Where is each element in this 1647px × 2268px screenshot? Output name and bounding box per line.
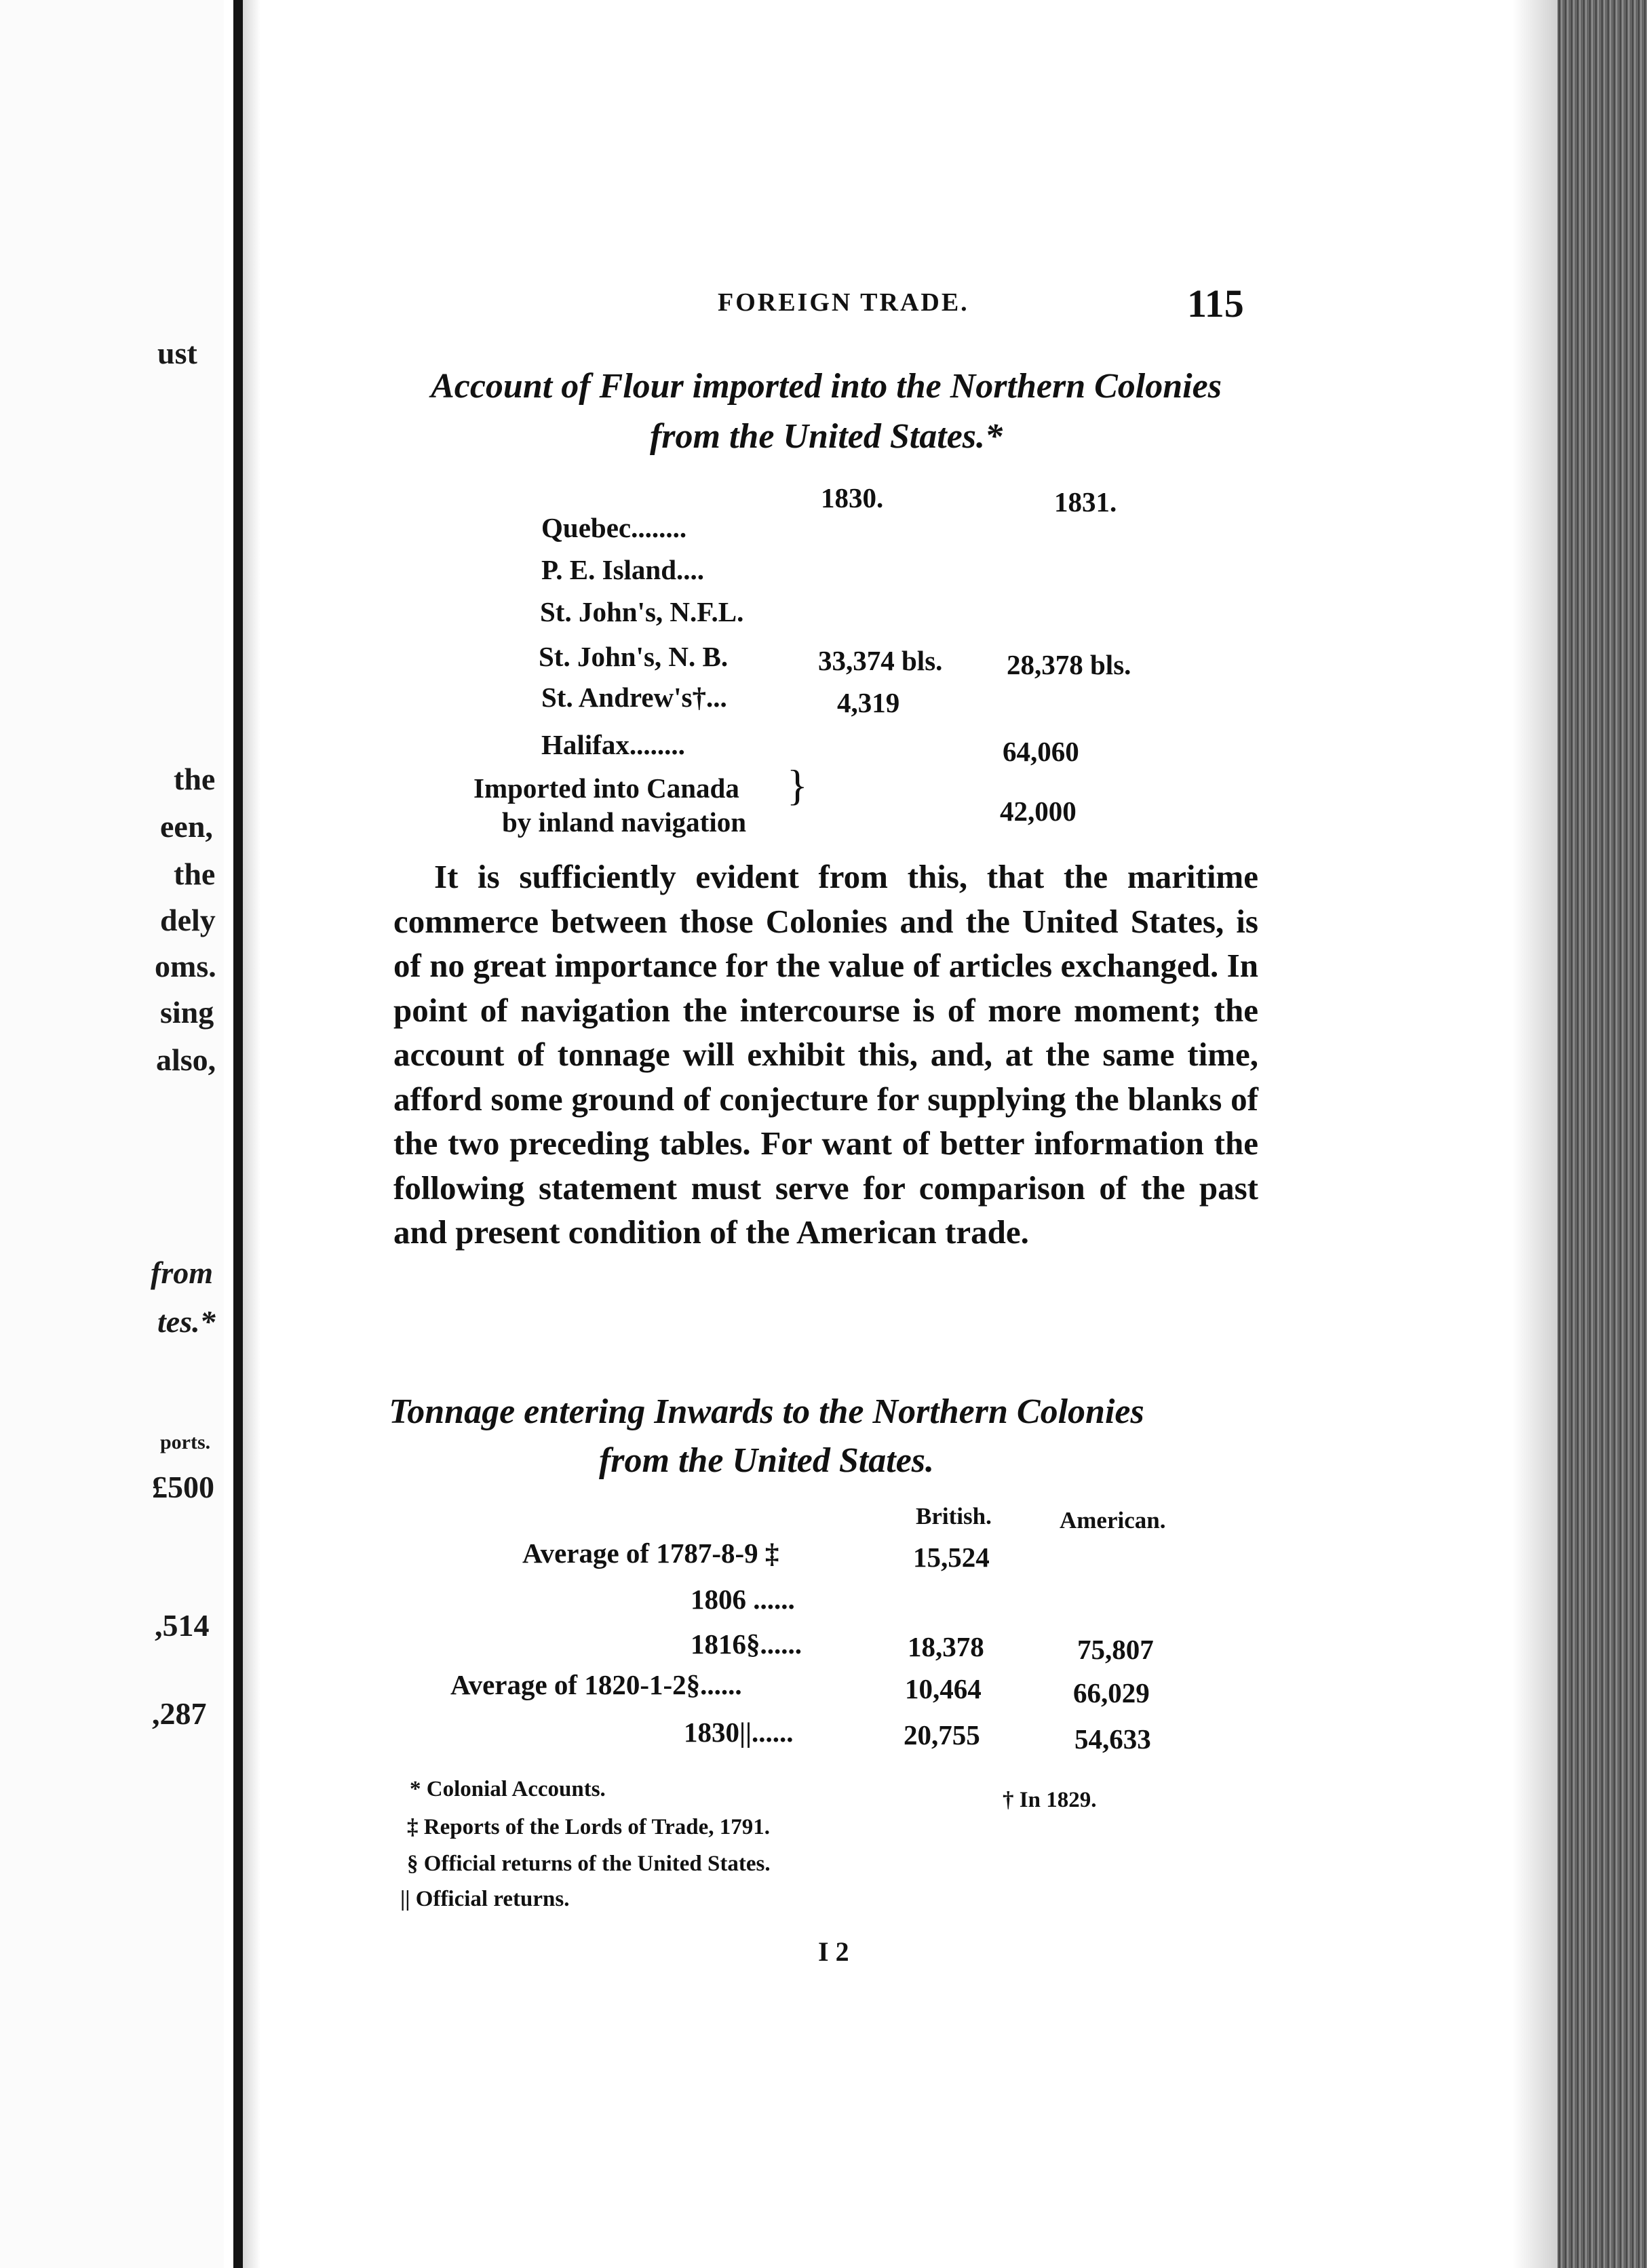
cell-american: 75,807 <box>1077 1634 1154 1665</box>
column-header: British. <box>916 1503 992 1529</box>
left-fragment: from <box>151 1255 213 1290</box>
row-label: by inland navigation <box>502 806 747 838</box>
cell-1830: 4,319 <box>837 687 900 718</box>
left-fragment: oms. <box>155 949 216 983</box>
left-fragment: also, <box>156 1042 216 1077</box>
row-label: P. E. Island.... <box>541 554 705 585</box>
row-label: Imported into Canada <box>473 773 739 804</box>
gutter-shadow <box>243 0 260 2268</box>
left-fragment: the <box>174 762 216 796</box>
left-fragment: dely <box>160 903 216 937</box>
body-paragraph: It is sufficiently evident from this, that the maritime commerce between those Colonies and the United States, is of no great importance for the value of articles exchanged. In point of navigation the intercourse is of more moment; the account of tonnage will exhibit this, and, at the same time, afford some ground of conjecture for supplying the blanks of the two preceding tables. For want of better information the following statement must serve for comparison of the past and present condition of the American trade. <box>393 858 1258 1251</box>
tonnage-table-caption: Tonnage entering Inwards to the Northern Colonies <box>389 1392 1144 1431</box>
row-label: St. John's, N. B. <box>539 641 729 672</box>
footnote: § Official returns of the United States. <box>407 1852 771 1876</box>
left-fragment: een, <box>160 809 213 844</box>
flour-table-caption: from the United States.* <box>649 417 1003 456</box>
footnote: † In 1829. <box>1003 1788 1097 1812</box>
cell-american: 54,633 <box>1074 1723 1151 1755</box>
column-header: American. <box>1060 1507 1166 1533</box>
flour-table-caption: Account of Flour imported into the Northern Colonies <box>431 367 1222 406</box>
row-label: St. John's, N.F.L. <box>540 596 744 627</box>
brace-mark: } <box>787 761 808 809</box>
footnote: ‡ Reports of the Lords of Trade, 1791. <box>407 1815 770 1839</box>
page-edges <box>1557 0 1647 2268</box>
row-label: Halifax........ <box>541 729 685 760</box>
left-fragment: tes.* <box>157 1304 216 1339</box>
footnote: || Official returns. <box>400 1887 570 1911</box>
page-number: 115 <box>1187 281 1244 326</box>
cell-british: 10,464 <box>905 1673 982 1704</box>
running-head: FOREIGN TRADE. <box>718 288 969 317</box>
tonnage-table-caption: from the United States. <box>598 1441 935 1480</box>
cell-british: 18,378 <box>908 1631 984 1662</box>
cell-british: 15,524 <box>913 1542 990 1573</box>
left-fragment: ,287 <box>152 1696 207 1731</box>
row-label: 1830||...... <box>684 1717 794 1748</box>
cell-british: 20,755 <box>904 1719 980 1751</box>
row-label: Average of 1820-1-2§...... <box>450 1669 742 1700</box>
signature-mark: I 2 <box>818 1936 849 1967</box>
column-header: 1831. <box>1054 486 1117 517</box>
left-fragment: the <box>174 857 216 891</box>
cell-1830: 33,374 bls. <box>818 645 943 676</box>
left-fragment: £500 <box>152 1470 214 1504</box>
row-label: St. Andrew's†... <box>541 682 727 713</box>
row-label: 1806 ...... <box>691 1584 795 1615</box>
cell-1831: 28,378 bls. <box>1007 649 1131 680</box>
left-fragment: ,514 <box>155 1608 210 1643</box>
fore-edge-shadow <box>1513 0 1557 2268</box>
row-label: Average of 1787-8-9 ‡ <box>522 1538 779 1569</box>
gutter <box>233 0 243 2268</box>
cell-american: 66,029 <box>1073 1677 1150 1708</box>
cell-1831: 64,060 <box>1003 736 1079 767</box>
left-fragment: ports. <box>160 1431 211 1453</box>
column-header: 1830. <box>821 482 884 513</box>
left-fragment: ust <box>157 336 197 370</box>
cell-1831: 42,000 <box>1000 796 1077 827</box>
row-label: 1816§...... <box>691 1628 802 1660</box>
footnote: * Colonial Accounts. <box>410 1777 606 1801</box>
row-label: Quebec........ <box>541 512 687 543</box>
left-fragment: sing <box>160 995 214 1030</box>
